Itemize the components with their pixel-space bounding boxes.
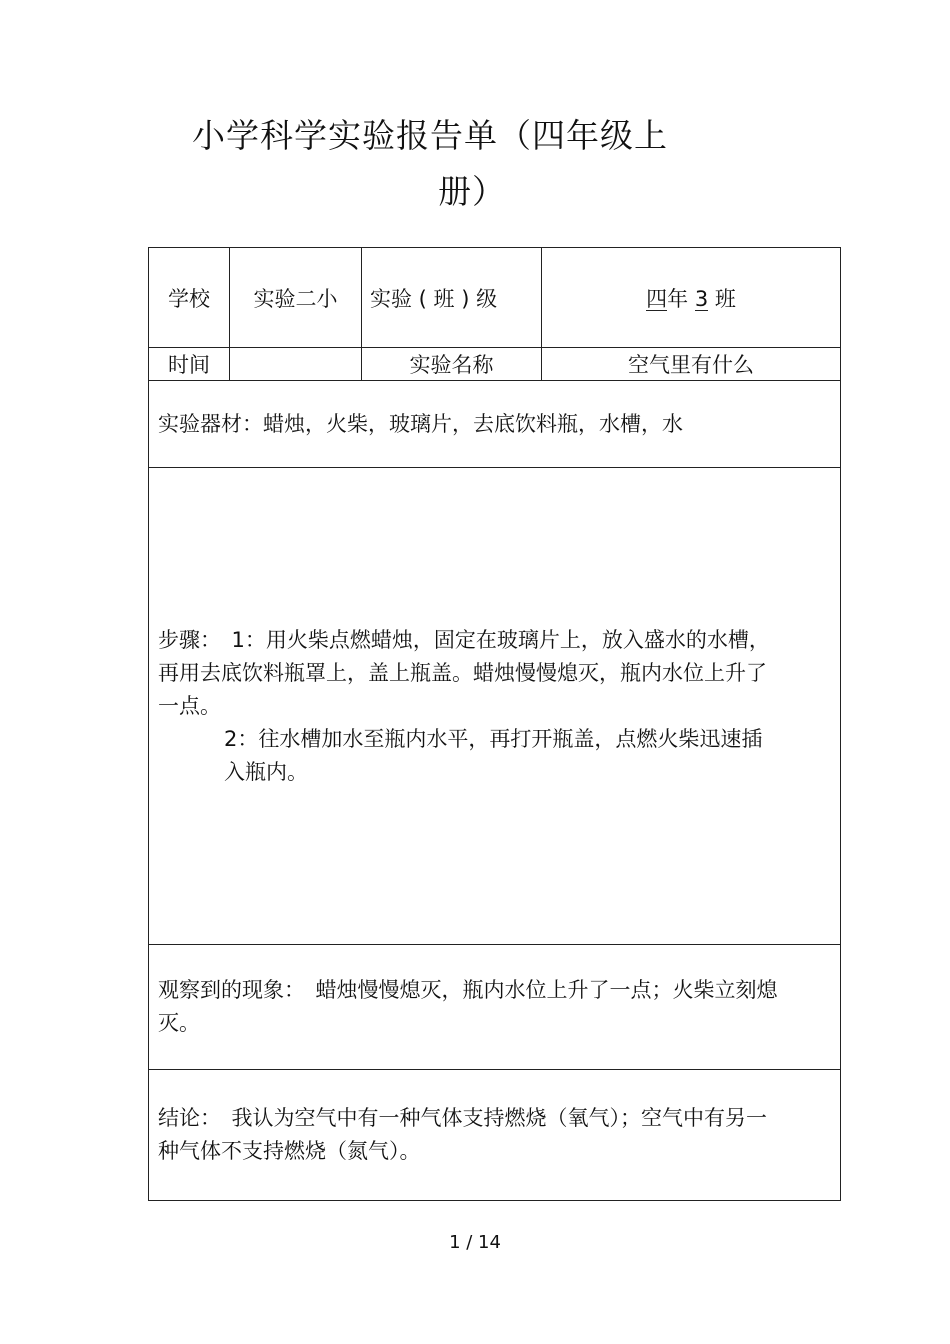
class-grade: 四 <box>646 286 668 311</box>
conclusion-cell <box>149 1070 841 1201</box>
steps-text-1: 步骤： 1：用火柴点燃蜡烛，固定在玻璃片上，放入盛水的水槽，再用去底饮料瓶罩上，盖上瓶盖。蜡烛慢慢熄灭，瓶内水位上升了一点。 <box>158 627 770 718</box>
observation-cell <box>149 945 841 1070</box>
steps-cell <box>149 468 841 945</box>
observation-text: 观察到的现象： 蜡烛慢慢熄灭，瓶内水位上升了一点；火柴立刻熄灭。 <box>158 978 778 1035</box>
school-label: 学校 <box>149 248 230 348</box>
steps-text-2: 2：往水槽加水至瓶内水平，再打开瓶盖，点燃火柴迅速插入瓶内。 <box>224 726 763 784</box>
class-mid: 年 <box>667 286 695 311</box>
observation-row <box>149 945 841 1070</box>
school-row <box>149 248 841 348</box>
experiment-name-value: 空气里有什么 <box>542 348 841 381</box>
report-table <box>148 247 841 1201</box>
conclusion-text: 结论： 我认为空气中有一种气体支持燃烧（氧气）；空气中有另一种气体不支持燃烧（氮气）。 <box>158 1106 767 1163</box>
conclusion-row <box>149 1070 841 1201</box>
experiment-name-label: 实验名称 <box>362 348 542 381</box>
title-line-2: 册） <box>438 172 506 211</box>
materials-row <box>149 381 841 468</box>
school-value: 实验二小 <box>230 248 362 348</box>
class-suffix: 班 <box>708 286 736 311</box>
time-row <box>149 348 841 381</box>
page-number: 1 / 14 <box>449 1232 501 1253</box>
class-number: 3 <box>694 286 709 311</box>
title-line-1: 小学科学实验报告单（四年级上 <box>192 116 668 155</box>
class-value <box>542 248 841 348</box>
steps-row <box>149 468 841 945</box>
time-label: 时间 <box>149 348 230 381</box>
time-value <box>230 348 362 381</box>
page-title <box>150 108 760 220</box>
materials-cell <box>149 381 841 468</box>
class-label: 实验 ( 班 ) 级 <box>362 248 542 348</box>
materials-text: 实验器材：蜡烛，火柴，玻璃片，去底饮料瓶，水槽，水 <box>158 411 683 436</box>
